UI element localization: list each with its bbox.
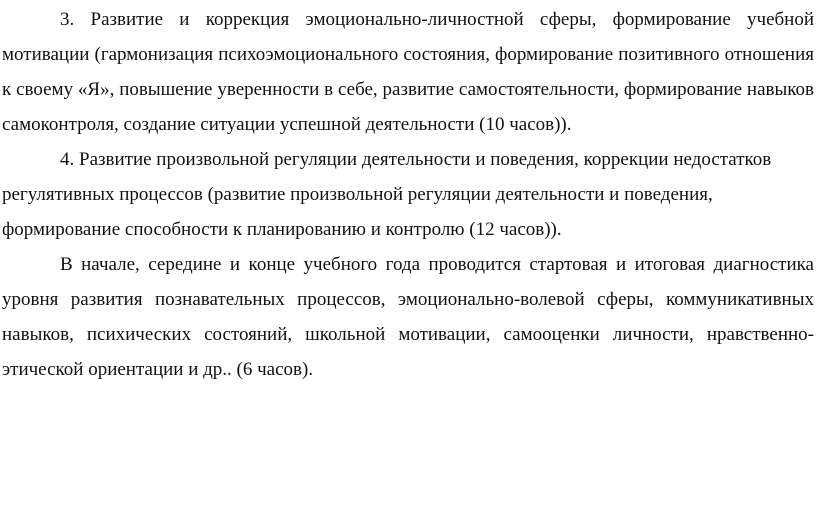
paragraph-diagnostics: В начале, середине и конце учебного года проводится стартовая и итоговая диагностика уровня развития познавательных процессов, эмоционально-волевой сферы, коммуникативных навыков, психических состояний, школьной мотивации, самооценки личности, нравственно-этической ориентации и др.. (6 часов). — [2, 254, 814, 380]
paragraph-emotional-sphere: 3. Развитие и коррекция эмоционально-личностной сферы, формирование учебной мотивации (гармонизация психоэмоционального состояния, формирование позитивного отношения к своему «Я», повышение уверенности в себе, развитие самостоятельности, формирование навыков самоконтроля, создание ситуации успешной деятельности (10 часов)). — [2, 9, 814, 135]
paragraph-voluntary-regulation: 4. Развитие произвольной регуляции деятельности и поведения, коррекции недостатков регулятивных процессов (развитие произвольной регуляции деятельности и поведения, формирование способности к планированию и контролю (12 часов)). — [2, 149, 772, 240]
